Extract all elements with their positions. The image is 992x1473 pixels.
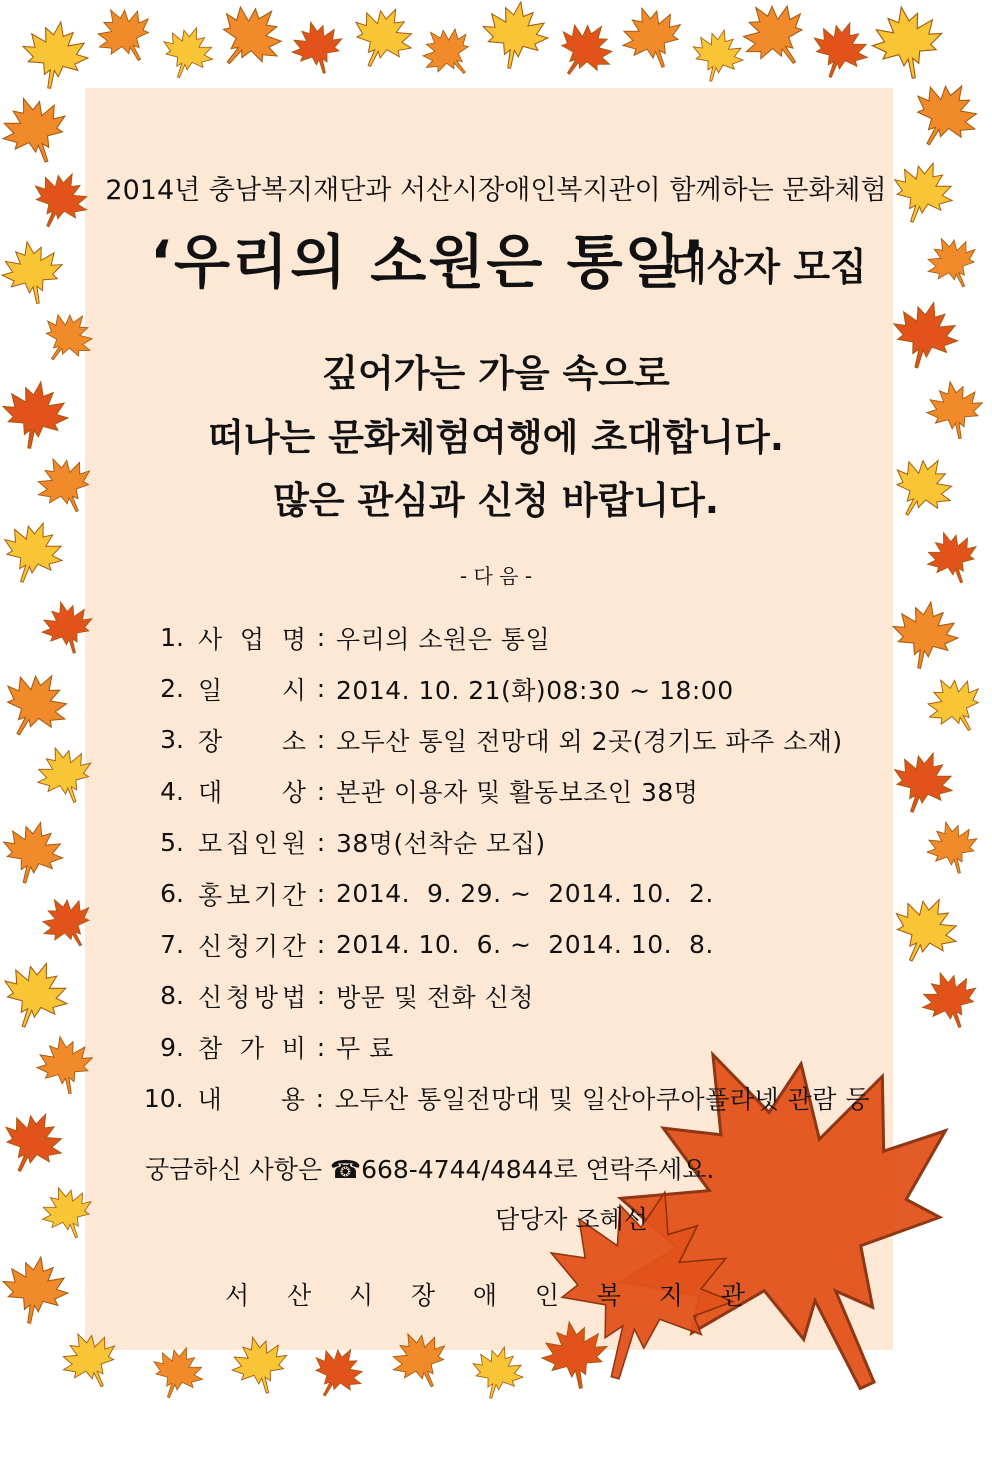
org-char: 복 bbox=[596, 1281, 621, 1310]
contact-line: 궁금하신 사항은 ☎668-4744/4844로 연락주세요. bbox=[145, 1155, 715, 1184]
list-item bbox=[130, 919, 870, 970]
item-value: 우리의 소원은 통일 bbox=[336, 624, 551, 654]
org-char: 애 bbox=[472, 1281, 498, 1310]
item-value: 2014. 10. 6. ~ 2014. 10. 8. bbox=[336, 930, 714, 960]
maple-leaf-icon bbox=[0, 1099, 76, 1185]
maple-leaf-icon bbox=[914, 664, 992, 746]
organization-name bbox=[225, 1276, 745, 1312]
item-label: 대 상 bbox=[198, 778, 306, 808]
item-label: 홍 보 기 간 bbox=[198, 880, 306, 910]
item-number: 7. bbox=[160, 930, 184, 960]
maple-leaf-icon bbox=[30, 1030, 100, 1100]
list-item bbox=[130, 1073, 870, 1124]
item-number: 3. bbox=[160, 725, 184, 755]
intro-line-3: 많은 관심과 신청 바랍니다. bbox=[273, 479, 719, 522]
org-char: 산 bbox=[286, 1281, 312, 1310]
item-separator: : bbox=[315, 1083, 325, 1113]
item-label: 일 시 bbox=[198, 675, 306, 705]
maple-leaf-icon bbox=[0, 1249, 76, 1330]
maple-leaf-icon bbox=[0, 85, 80, 175]
list-item bbox=[130, 970, 870, 1021]
details-list bbox=[130, 612, 870, 1124]
list-item bbox=[130, 663, 870, 714]
list-item bbox=[130, 1022, 870, 1073]
item-value: 38명(선착순 모집) bbox=[336, 829, 546, 859]
item-value: 2014. 9. 29. ~ 2014. 10. 2. bbox=[336, 879, 714, 909]
item-label: 신 청 기 간 bbox=[198, 931, 306, 961]
maple-leaf-icon bbox=[0, 950, 80, 1040]
maple-leaf-icon bbox=[0, 657, 83, 753]
list-item bbox=[130, 714, 870, 765]
maple-leaf-icon bbox=[611, 0, 694, 79]
item-separator: : bbox=[316, 1032, 326, 1062]
item-separator: : bbox=[316, 981, 326, 1011]
maple-leaf-icon bbox=[916, 226, 989, 299]
item-number: 9. bbox=[160, 1032, 184, 1062]
item-number: 5. bbox=[160, 827, 184, 857]
item-separator: : bbox=[316, 776, 326, 806]
intro-line-2: 떠나는 문화체험여행에 초대합니다. bbox=[208, 416, 784, 459]
details-heading: - 다 음 - bbox=[459, 564, 533, 588]
list-item bbox=[130, 612, 870, 663]
page-title: ‘우리의 소원은 통일’ bbox=[150, 228, 707, 296]
item-value: 무 료 bbox=[336, 1034, 394, 1064]
item-label: 내 용 bbox=[197, 1085, 305, 1115]
item-separator: : bbox=[316, 827, 326, 857]
item-label: 장 소 bbox=[198, 726, 306, 756]
item-number: 6. bbox=[160, 879, 184, 909]
maple-leaf-icon bbox=[912, 962, 989, 1039]
item-number: 8. bbox=[160, 981, 184, 1011]
org-char: 지 bbox=[658, 1281, 683, 1310]
item-label: 신 청 방 법 bbox=[198, 982, 306, 1012]
item-separator: : bbox=[316, 674, 326, 704]
org-char: 인 bbox=[534, 1281, 559, 1310]
item-value: 방문 및 전화 신청 bbox=[336, 982, 534, 1012]
item-value: 오두산 통일 전망대 외 2곳(경기도 파주 소재) bbox=[336, 726, 843, 756]
list-item bbox=[130, 868, 870, 919]
item-value: 2014. 10. 21(화)08:30 ~ 18:00 bbox=[336, 675, 734, 705]
item-separator: : bbox=[316, 879, 326, 909]
item-separator: : bbox=[316, 623, 326, 653]
org-char: 서 bbox=[225, 1281, 250, 1310]
list-item bbox=[130, 817, 870, 868]
maple-leaf-icon bbox=[884, 594, 965, 675]
maple-leaf-icon bbox=[881, 741, 964, 824]
title-suffix: 대상자 모집 bbox=[670, 245, 867, 289]
item-value: 본관 이용자 및 활동보조인 38명 bbox=[336, 778, 699, 808]
maple-leaf-icon bbox=[339, 0, 425, 81]
subtitle: 2014년 충남복지재단과 서산시장애인복지관이 함께하는 문화체험 bbox=[105, 175, 887, 206]
item-separator: : bbox=[316, 725, 326, 755]
org-char: 장 bbox=[410, 1281, 436, 1310]
maple-leaf-icon bbox=[474, 0, 555, 76]
item-label: 모 집 인 원 bbox=[198, 829, 306, 859]
item-number: 10. bbox=[143, 1083, 184, 1113]
maple-leaf-icon bbox=[919, 814, 986, 881]
item-number: 4. bbox=[160, 776, 184, 806]
org-char: 관 bbox=[720, 1281, 745, 1310]
org-char: 시 bbox=[348, 1281, 374, 1310]
maple-leaf-icon bbox=[201, 0, 300, 86]
maple-leaf-icon bbox=[0, 813, 72, 893]
item-number: 2. bbox=[160, 674, 184, 704]
maple-leaf-icon bbox=[14, 14, 95, 95]
item-value: 오두산 통일전망대 및 일산아쿠아플라넷 관람 등 bbox=[334, 1085, 870, 1115]
list-item bbox=[130, 766, 870, 817]
intro-line-1: 깊어가는 가을 속으로 bbox=[322, 352, 670, 395]
maple-leaf-icon bbox=[897, 67, 992, 163]
item-number: 1. bbox=[160, 623, 184, 653]
manager-name: 담당자 조혜선 bbox=[495, 1205, 648, 1234]
item-separator: : bbox=[316, 930, 326, 960]
item-label: 사 업 명 bbox=[198, 624, 306, 654]
item-label: 참 가 비 bbox=[198, 1034, 306, 1064]
